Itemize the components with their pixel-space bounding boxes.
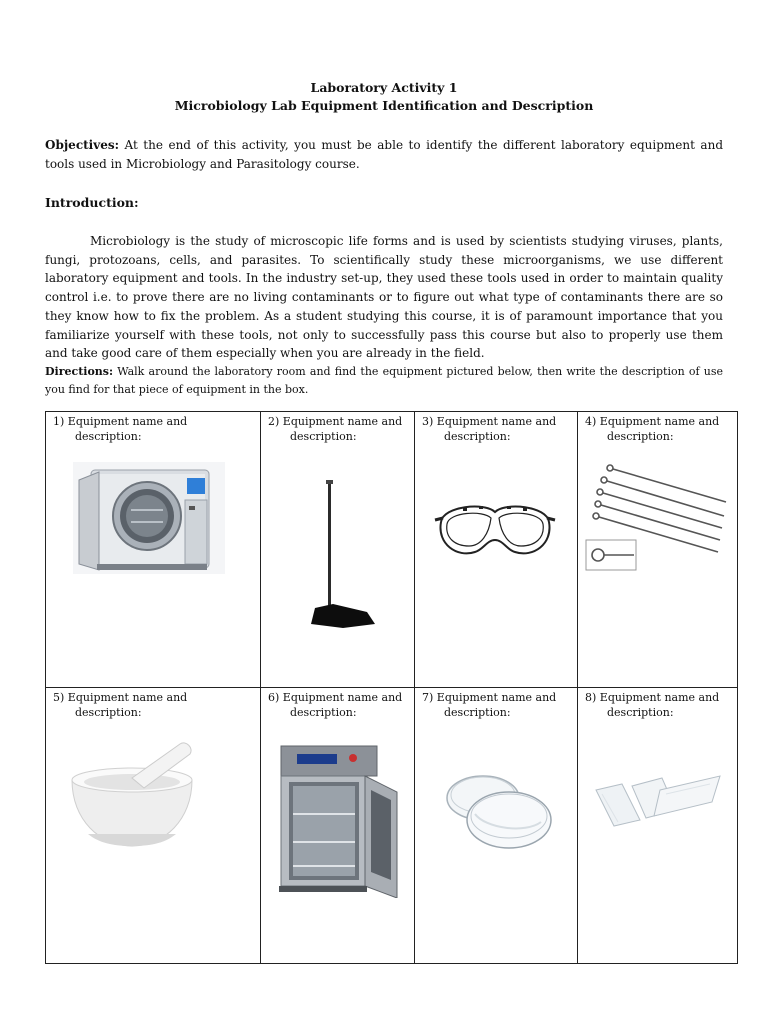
glass-slides-image <box>594 774 722 834</box>
autoclave-image <box>73 460 225 576</box>
objectives-paragraph <box>45 136 723 173</box>
safety-goggles-image <box>433 500 557 562</box>
equipment-label-line1: 7) Equipment name and <box>422 691 557 704</box>
equipment-label-line2: description: <box>75 706 142 719</box>
equipment-label-line2: description: <box>75 430 142 443</box>
equipment-label <box>53 414 203 444</box>
equipment-label <box>585 690 735 720</box>
equipment-cell-2[interactable] <box>261 412 415 688</box>
mortar-and-pestle-image <box>70 738 196 848</box>
equipment-cell-1[interactable] <box>46 412 261 688</box>
equipment-label-line2: description: <box>290 430 357 443</box>
equipment-label-line1: 4) Equipment name and <box>585 415 720 428</box>
equipment-label-line1: 6) Equipment name and <box>268 691 403 704</box>
ring-stand-image <box>307 478 381 632</box>
equipment-label-line1: 2) Equipment name and <box>268 415 403 428</box>
grid-row <box>46 688 738 964</box>
equipment-cell-5[interactable] <box>46 688 261 964</box>
equipment-cell-4[interactable] <box>578 412 738 688</box>
equipment-label <box>422 414 572 444</box>
equipment-label-line2: description: <box>607 706 674 719</box>
equipment-label-line1: 5) Equipment name and <box>53 691 188 704</box>
directions-label: Directions: <box>45 365 114 378</box>
equipment-cell-3[interactable] <box>415 412 578 688</box>
equipment-cell-6[interactable] <box>261 688 415 964</box>
directions-text: Walk around the laboratory room and find the equipment pictured below, then write the description of use you find for that piece of equipment in the box. <box>45 365 723 396</box>
equipment-label-line1: 1) Equipment name and <box>53 415 188 428</box>
activity-title: Laboratory Activity 1 <box>310 80 458 95</box>
equipment-label-line2: description: <box>290 706 357 719</box>
grid-row <box>46 412 738 688</box>
equipment-label <box>422 690 572 720</box>
equipment-label-line1: 3) Equipment name and <box>422 415 557 428</box>
directions-paragraph <box>45 363 723 399</box>
objectives-text: At the end of this activity, you must be able to identify the different laboratory equipment and tools used in Microbiology and Parasitology course. <box>45 138 723 171</box>
objectives-label: Objectives: <box>45 138 120 152</box>
equipment-cell-8[interactable] <box>578 688 738 964</box>
equipment-label <box>268 414 418 444</box>
equipment-label <box>53 690 203 720</box>
petri-dishes-image <box>445 768 553 852</box>
equipment-grid <box>45 411 738 964</box>
activity-subtitle: Microbiology Lab Equipment Identification and Description <box>174 98 594 113</box>
equipment-label-line2: description: <box>444 430 511 443</box>
equipment-label-line1: 8) Equipment name and <box>585 691 720 704</box>
equipment-label-line2: description: <box>444 706 511 719</box>
equipment-label <box>268 690 418 720</box>
equipment-label-line2: description: <box>607 430 674 443</box>
introduction-heading: Introduction: <box>45 195 139 210</box>
equipment-label <box>585 414 735 444</box>
introduction-body: Microbiology is the study of microscopic life forms and is used by scientists studying viruses, plants, fungi, protozoans, cells, and parasites. To scientifically study these microorganisms, we use different laboratory equipment and tools. In the industry set-up, they used these tools used in order to maintain quality control i.e. to prove there are no living contaminants or to figure out what type of contaminants there are so they know how to fix the problem. As a student studying this course, it is of paramount importance that you familiarize yourself with these tools, not only to successfully pass this course but also to properly use them and take good care of them especially when you are already in the field. <box>45 234 723 361</box>
inoculating-loops-image <box>584 462 732 572</box>
equipment-cell-7[interactable] <box>415 688 578 964</box>
incubator-oven-image <box>279 742 401 898</box>
